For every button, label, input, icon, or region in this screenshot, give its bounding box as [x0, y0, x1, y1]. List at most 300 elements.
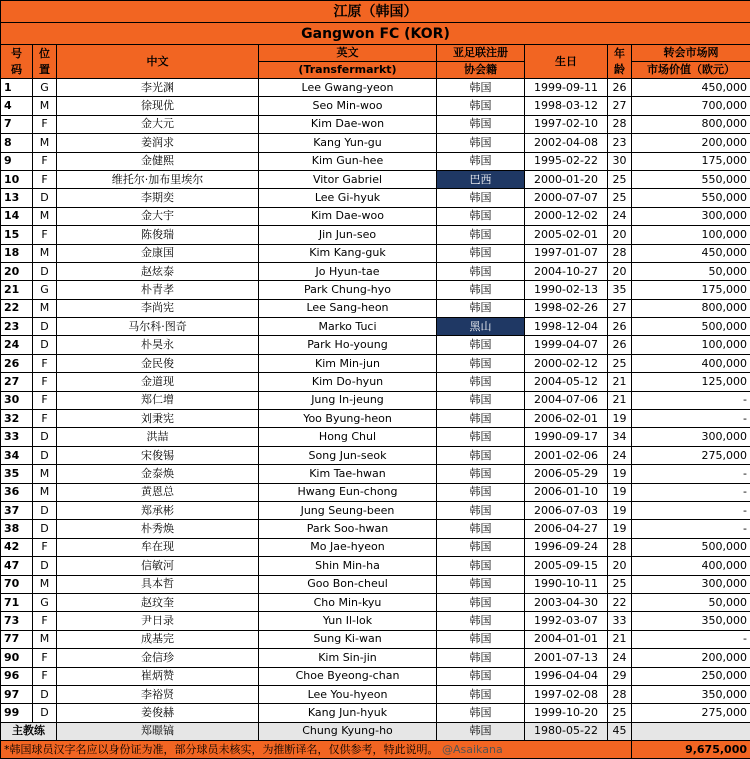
header-age: 年 龄 [608, 45, 632, 79]
player-age: 19 [608, 410, 632, 428]
player-birthdate: 2002-04-08 [525, 134, 608, 152]
header-value-sub: 市场价值（欧元） [632, 62, 750, 79]
player-position: G [33, 593, 57, 611]
player-market-value: 450,000 [632, 244, 750, 262]
player-birthdate: 1999-09-11 [525, 79, 608, 97]
player-association: 韩国 [437, 465, 525, 483]
player-association: 韩国 [437, 226, 525, 244]
player-birthdate: 1998-02-26 [525, 299, 608, 317]
player-name-en: Seo Min-woo [259, 97, 437, 115]
player-association: 韩国 [437, 79, 525, 97]
player-name-en: Jung Seung-been [259, 501, 437, 519]
player-name-cn: 成基完 [57, 630, 259, 648]
player-number: 96 [1, 667, 33, 685]
coach-row [1, 722, 750, 740]
player-market-value: 175,000 [632, 281, 750, 299]
player-birthdate: 2001-07-13 [525, 649, 608, 667]
table-row [1, 391, 750, 409]
player-name-en: Lee You-hyeon [259, 685, 437, 703]
player-name-cn: 金大宇 [57, 207, 259, 225]
player-market-value: - [632, 520, 750, 538]
player-name-en: Jung In-jeung [259, 391, 437, 409]
player-name-cn: 朴秀焕 [57, 520, 259, 538]
player-association: 韩国 [437, 281, 525, 299]
player-number: 9 [1, 152, 33, 170]
player-market-value: 450,000 [632, 79, 750, 97]
player-association: 韩国 [437, 704, 525, 722]
player-birthdate: 1997-02-10 [525, 115, 608, 133]
table-row [1, 593, 750, 611]
player-birthdate: 2006-05-29 [525, 465, 608, 483]
player-number: 20 [1, 262, 33, 280]
player-association: 韩国 [437, 575, 525, 593]
player-position: M [33, 134, 57, 152]
player-number: 34 [1, 446, 33, 464]
player-number: 23 [1, 318, 33, 336]
player-market-value: 700,000 [632, 97, 750, 115]
player-name-en: Park Chung-hyo [259, 281, 437, 299]
player-birthdate: 1990-02-13 [525, 281, 608, 299]
player-name-en: Marko Tuci [259, 318, 437, 336]
coach-value [632, 722, 750, 740]
player-name-cn: 崔炳赞 [57, 667, 259, 685]
player-market-value: - [632, 483, 750, 501]
player-age: 28 [608, 115, 632, 133]
header-birth: 生日 [525, 45, 608, 79]
player-birthdate: 1990-10-11 [525, 575, 608, 593]
player-birthdate: 1998-12-04 [525, 318, 608, 336]
table-row [1, 704, 750, 722]
coach-en: Chung Kyung-ho [259, 722, 437, 740]
player-number: 73 [1, 612, 33, 630]
player-name-en: Mo Jae-hyeon [259, 538, 437, 556]
player-position: F [33, 226, 57, 244]
player-association: 韩国 [437, 446, 525, 464]
player-name-cn: 金民俊 [57, 354, 259, 372]
player-position: F [33, 667, 57, 685]
player-association: 韩国 [437, 207, 525, 225]
player-position: F [33, 354, 57, 372]
player-name-en: Lee Gi-hyuk [259, 189, 437, 207]
title-cn: 江原（韩国） [1, 1, 750, 23]
player-market-value: 400,000 [632, 557, 750, 575]
table-row [1, 134, 750, 152]
player-age: 25 [608, 704, 632, 722]
header-num: 号 码 [1, 45, 33, 79]
player-market-value: 800,000 [632, 115, 750, 133]
player-age: 26 [608, 336, 632, 354]
player-position: D [33, 262, 57, 280]
player-birthdate: 2000-12-02 [525, 207, 608, 225]
player-name-cn: 维托尔·加布里埃尔 [57, 170, 259, 188]
player-name-en: Kim Kang-guk [259, 244, 437, 262]
header-pos: 位 置 [33, 45, 57, 79]
table-row [1, 79, 750, 97]
player-association: 黑山 [437, 318, 525, 336]
header-en-sub: (Transfermarkt) [259, 62, 437, 79]
player-age: 19 [608, 501, 632, 519]
player-age: 21 [608, 630, 632, 648]
player-name-cn: 金信珍 [57, 649, 259, 667]
player-market-value: 125,000 [632, 373, 750, 391]
player-name-cn: 洪喆 [57, 428, 259, 446]
player-association: 韩国 [437, 520, 525, 538]
player-position: M [33, 97, 57, 115]
player-name-cn: 具本哲 [57, 575, 259, 593]
table-row [1, 189, 750, 207]
player-name-cn: 李裕贤 [57, 685, 259, 703]
table-row [1, 281, 750, 299]
player-age: 28 [608, 244, 632, 262]
table-row [1, 501, 750, 519]
player-association: 韩国 [437, 667, 525, 685]
player-association: 巴西 [437, 170, 525, 188]
player-name-cn: 尹日录 [57, 612, 259, 630]
player-name-cn: 金大元 [57, 115, 259, 133]
player-association: 韩国 [437, 557, 525, 575]
player-name-en: Sung Ki-wan [259, 630, 437, 648]
player-market-value: 500,000 [632, 538, 750, 556]
player-age: 35 [608, 281, 632, 299]
player-association: 韩国 [437, 410, 525, 428]
player-age: 27 [608, 299, 632, 317]
player-name-en: Goo Bon-cheul [259, 575, 437, 593]
player-name-en: Park Soo-hwan [259, 520, 437, 538]
player-name-en: Yun Il-lok [259, 612, 437, 630]
player-position: D [33, 428, 57, 446]
player-birthdate: 2006-01-10 [525, 483, 608, 501]
player-birthdate: 2004-10-27 [525, 262, 608, 280]
player-position: F [33, 538, 57, 556]
table-row [1, 446, 750, 464]
coach-cn: 郑暻镐 [57, 722, 259, 740]
player-name-cn: 赵炫泰 [57, 262, 259, 280]
player-age: 20 [608, 226, 632, 244]
player-name-en: Kim Tae-hwan [259, 465, 437, 483]
player-market-value: - [632, 391, 750, 409]
player-position: D [33, 336, 57, 354]
player-name-en: Kim Min-jun [259, 354, 437, 372]
player-position: G [33, 79, 57, 97]
table-row [1, 354, 750, 372]
player-age: 19 [608, 483, 632, 501]
player-birthdate: 2006-04-27 [525, 520, 608, 538]
player-name-en: Shin Min-ha [259, 557, 437, 575]
table-row [1, 262, 750, 280]
header-en: 英文 [259, 45, 437, 62]
player-position: D [33, 685, 57, 703]
player-birthdate: 1997-01-07 [525, 244, 608, 262]
table-row [1, 97, 750, 115]
player-number: 10 [1, 170, 33, 188]
table-row [1, 575, 750, 593]
player-position: F [33, 115, 57, 133]
player-name-cn: 李光渊 [57, 79, 259, 97]
player-number: 97 [1, 685, 33, 703]
player-market-value: 300,000 [632, 207, 750, 225]
player-birthdate: 2005-02-01 [525, 226, 608, 244]
player-association: 韩国 [437, 262, 525, 280]
table-row [1, 152, 750, 170]
table-row [1, 612, 750, 630]
player-association: 韩国 [437, 115, 525, 133]
player-name-en: Kim Sin-jin [259, 649, 437, 667]
player-birthdate: 1996-04-04 [525, 667, 608, 685]
player-name-cn: 朴昊永 [57, 336, 259, 354]
player-birthdate: 1999-10-20 [525, 704, 608, 722]
player-birthdate: 1999-04-07 [525, 336, 608, 354]
table-row [1, 483, 750, 501]
footnote-row [1, 741, 750, 759]
title-row-en [1, 23, 750, 45]
player-number: 18 [1, 244, 33, 262]
player-number: 38 [1, 520, 33, 538]
player-birthdate: 2000-02-12 [525, 354, 608, 372]
player-association: 韩国 [437, 428, 525, 446]
player-name-en: Park Ho-young [259, 336, 437, 354]
player-position: D [33, 704, 57, 722]
coach-assoc: 韩国 [437, 722, 525, 740]
player-position: M [33, 483, 57, 501]
player-number: 22 [1, 299, 33, 317]
player-name-en: Yoo Byung-heon [259, 410, 437, 428]
player-age: 27 [608, 97, 632, 115]
player-number: 30 [1, 391, 33, 409]
player-position: M [33, 299, 57, 317]
player-age: 24 [608, 207, 632, 225]
player-market-value: 100,000 [632, 336, 750, 354]
player-number: 37 [1, 501, 33, 519]
player-name-cn: 金康国 [57, 244, 259, 262]
player-association: 韩国 [437, 685, 525, 703]
table-row [1, 685, 750, 703]
player-position: M [33, 244, 57, 262]
header-assoc-sub: 协会籍 [437, 62, 525, 79]
player-age: 30 [608, 152, 632, 170]
player-birthdate: 1992-03-07 [525, 612, 608, 630]
player-age: 21 [608, 373, 632, 391]
player-name-en: Cho Min-kyu [259, 593, 437, 611]
player-position: M [33, 630, 57, 648]
player-position: D [33, 189, 57, 207]
table-row [1, 557, 750, 575]
player-name-cn: 朴青孝 [57, 281, 259, 299]
player-name-cn: 黄恩总 [57, 483, 259, 501]
player-birthdate: 2005-09-15 [525, 557, 608, 575]
table-row [1, 318, 750, 336]
player-market-value: 400,000 [632, 354, 750, 372]
player-association: 韩国 [437, 354, 525, 372]
player-name-cn: 赵玟奎 [57, 593, 259, 611]
player-number: 4 [1, 97, 33, 115]
player-position: F [33, 152, 57, 170]
player-market-value: 200,000 [632, 134, 750, 152]
player-position: G [33, 281, 57, 299]
coach-birth: 1980-05-22 [525, 722, 608, 740]
player-number: 70 [1, 575, 33, 593]
player-association: 韩国 [437, 538, 525, 556]
table-row [1, 226, 750, 244]
player-age: 29 [608, 667, 632, 685]
player-position: M [33, 575, 57, 593]
player-market-value: 300,000 [632, 428, 750, 446]
table-row [1, 244, 750, 262]
player-age: 20 [608, 557, 632, 575]
header-assoc: 亚足联注册 [437, 45, 525, 62]
player-age: 21 [608, 391, 632, 409]
player-name-en: Vitor Gabriel [259, 170, 437, 188]
player-association: 韩国 [437, 373, 525, 391]
player-association: 韩国 [437, 336, 525, 354]
player-number: 14 [1, 207, 33, 225]
player-birthdate: 2004-01-01 [525, 630, 608, 648]
player-association: 韩国 [437, 483, 525, 501]
table-row [1, 207, 750, 225]
player-name-cn: 金泰焕 [57, 465, 259, 483]
player-market-value: - [632, 630, 750, 648]
player-name-cn: 郑承彬 [57, 501, 259, 519]
player-name-en: Hwang Eun-chong [259, 483, 437, 501]
table-row [1, 649, 750, 667]
player-name-en: Kang Yun-gu [259, 134, 437, 152]
player-birthdate: 2003-04-30 [525, 593, 608, 611]
player-position: M [33, 207, 57, 225]
player-birthdate: 2000-07-07 [525, 189, 608, 207]
player-name-cn: 刘秉宪 [57, 410, 259, 428]
player-number: 8 [1, 134, 33, 152]
player-market-value: 100,000 [632, 226, 750, 244]
player-name-cn: 牟在现 [57, 538, 259, 556]
player-age: 25 [608, 575, 632, 593]
player-association: 韩国 [437, 134, 525, 152]
table-row [1, 170, 750, 188]
title-row-cn [1, 1, 750, 23]
player-birthdate: 1997-02-08 [525, 685, 608, 703]
player-market-value: 50,000 [632, 593, 750, 611]
table-row [1, 336, 750, 354]
total-value: 9,675,000 [632, 741, 750, 759]
player-market-value: - [632, 465, 750, 483]
player-number: 13 [1, 189, 33, 207]
header-cn: 中文 [57, 45, 259, 79]
player-number: 35 [1, 465, 33, 483]
player-birthdate: 2006-07-03 [525, 501, 608, 519]
watermark: @Asaikana [442, 743, 503, 756]
player-name-en: Kim Dae-woo [259, 207, 437, 225]
player-number: 21 [1, 281, 33, 299]
player-market-value: 350,000 [632, 685, 750, 703]
player-position: D [33, 446, 57, 464]
player-age: 19 [608, 465, 632, 483]
player-market-value: 275,000 [632, 446, 750, 464]
player-name-en: Jo Hyun-tae [259, 262, 437, 280]
player-market-value: 800,000 [632, 299, 750, 317]
player-market-value: - [632, 410, 750, 428]
player-age: 23 [608, 134, 632, 152]
player-association: 韩国 [437, 97, 525, 115]
player-name-cn: 金健熙 [57, 152, 259, 170]
player-birthdate: 2004-05-12 [525, 373, 608, 391]
player-market-value: 350,000 [632, 612, 750, 630]
player-market-value: 175,000 [632, 152, 750, 170]
player-association: 韩国 [437, 649, 525, 667]
table-row [1, 373, 750, 391]
player-association: 韩国 [437, 189, 525, 207]
player-age: 26 [608, 318, 632, 336]
player-position: M [33, 465, 57, 483]
table-row [1, 667, 750, 685]
player-position: F [33, 410, 57, 428]
player-name-cn: 宋俊锡 [57, 446, 259, 464]
coach-age: 45 [608, 722, 632, 740]
player-association: 韩国 [437, 612, 525, 630]
player-name-cn: 陈俊瑞 [57, 226, 259, 244]
player-age: 22 [608, 593, 632, 611]
coach-label: 主教练 [1, 722, 57, 740]
player-position: D [33, 501, 57, 519]
player-number: 26 [1, 354, 33, 372]
player-market-value: - [632, 501, 750, 519]
title-en: Gangwon FC (KOR) [1, 23, 750, 45]
player-position: F [33, 649, 57, 667]
player-age: 25 [608, 354, 632, 372]
player-association: 韩国 [437, 593, 525, 611]
player-age: 26 [608, 79, 632, 97]
player-association: 韩国 [437, 501, 525, 519]
player-age: 24 [608, 446, 632, 464]
player-name-cn: 李尚宪 [57, 299, 259, 317]
header-row-1 [1, 45, 750, 62]
player-number: 1 [1, 79, 33, 97]
player-age: 19 [608, 520, 632, 538]
player-age: 20 [608, 262, 632, 280]
footnote: *韩国球员汉字名应以身份证为准，部分球员未核实，为推断译名，仅供参考，特此说明。 @Asaikana [1, 741, 632, 759]
player-association: 韩国 [437, 630, 525, 648]
player-position: F [33, 391, 57, 409]
player-position: F [33, 612, 57, 630]
player-number: 33 [1, 428, 33, 446]
player-market-value: 500,000 [632, 318, 750, 336]
player-age: 28 [608, 685, 632, 703]
player-market-value: 550,000 [632, 189, 750, 207]
player-rows [1, 79, 750, 723]
player-name-en: Kim Gun-hee [259, 152, 437, 170]
player-name-cn: 信敏河 [57, 557, 259, 575]
player-position: D [33, 557, 57, 575]
player-birthdate: 2001-02-06 [525, 446, 608, 464]
player-association: 韩国 [437, 152, 525, 170]
player-name-cn: 李期奕 [57, 189, 259, 207]
table-row [1, 465, 750, 483]
player-age: 25 [608, 189, 632, 207]
player-age: 24 [608, 649, 632, 667]
player-birthdate: 2000-01-20 [525, 170, 608, 188]
player-birthdate: 1995-02-22 [525, 152, 608, 170]
table-row [1, 630, 750, 648]
player-association: 韩国 [437, 299, 525, 317]
player-name-en: Kim Dae-won [259, 115, 437, 133]
player-position: F [33, 373, 57, 391]
player-name-en: Jin Jun-seo [259, 226, 437, 244]
player-name-cn: 徐现优 [57, 97, 259, 115]
player-name-cn: 金道现 [57, 373, 259, 391]
player-number: 27 [1, 373, 33, 391]
player-name-cn: 姜润求 [57, 134, 259, 152]
table-row [1, 299, 750, 317]
player-age: 34 [608, 428, 632, 446]
player-name-en: Hong Chul [259, 428, 437, 446]
player-name-cn: 郑仁增 [57, 391, 259, 409]
